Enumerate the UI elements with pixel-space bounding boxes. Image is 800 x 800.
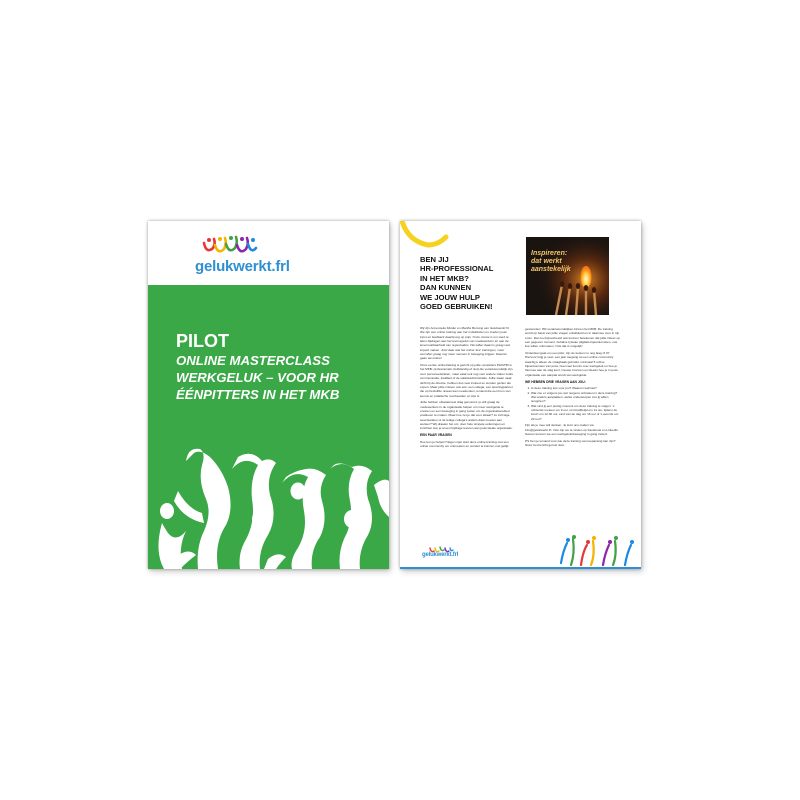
section-heading: EEN PAAR VRAGEN: [420, 433, 452, 438]
matches-flame-icon: [526, 237, 609, 315]
cover-logo-text: gelukwerkt.frl: [195, 258, 290, 275]
brochure-cover: [148, 221, 389, 569]
cover-subtitle: ONLINE MASTERCLASS WERKGELUK – VOOR HR ÉÉNPITTERS IN HET MKB: [176, 353, 340, 402]
paragraph: Hoe kun je helpen? Eigen spel start deze online-training mét een online community om ontmoeten en contact te kunnen met gelijk-: [420, 439, 510, 449]
yellow-arc-decoration: [400, 221, 450, 251]
paragraph: Jullie hebben ofwelaal iets drag genoemd: je wilt graag de medewerkers in de organisatie helpen om meer werkgeluk te ervaren en een beweging in gang zetten om de organisatiecultuur positiever te maken. Maar hoe zet je dat voor elkaar? Je zult lage weerstanden of de ledige collega's anders daar moeten aan werken? Wij draaien het om: door hele simpele oefeningen en inzichten kun je al een bijdrage leveren aan jouw ideale organisatie.: [420, 400, 513, 431]
cover-logo-area: [148, 221, 389, 285]
cover-pilot-title: PILOT: [176, 331, 229, 351]
brochure-inside-page: [400, 221, 641, 569]
list-item: 2. Wat zou er volgens jou wel nergens onbreken in deze training? Wel anders aanpakken, welke onderwerpen zou jij willen terugzien?: [531, 391, 620, 404]
colorful-figures-illustration: [557, 533, 637, 567]
list-item: 1. Is deze training iets voor jou? Waarom wel/niet?: [531, 386, 620, 390]
dancing-figures-illustration: [148, 447, 389, 569]
intro-paragraph: Wij zijn Annemieke Mulder en Martha Bunsing van Gelukwerkt.frl. We zijn een online training aan het ontwikkelen en zoeken jouw input en feedback daarbij erg op prijs. Onze missie is om werk te laten bijdragen aan het levensgeluk van medewerkers én aan de levensvatbaarheid van organisaties. We willen daarom graag veel impact maken. Juist daar wat het online 'live' trainingen, meer vervullen graag nog meer mensen in beweging krijgen. Daarom gaan we online!: [420, 326, 511, 361]
people-logo-icon: [200, 235, 260, 257]
list-item: 3. Wat vind jij een prettig moment om deze training te volgen: 's ochtends meteen om 9 uur, rond koffietijd om 11 uur, tijdens de lunch om 12:30 uur, eind van de dag om 16 uur of 's avonds om 20 uur?: [531, 404, 620, 421]
section-heading: WE HEBBEN DRIE VRAGEN AAN JOU:: [525, 379, 586, 384]
candles-photo: [526, 237, 609, 315]
paragraph: Onze eerste onlinetraining is gericht op jullie: éénpitters P&O/HR in het MKB: professionals (zelfstandig of niet) die verantwoordelijk zijn voor personeelszaken, maar vaak ook nog voor andere zaken zoals communicatie, kwaliteit of de salarisadministratie. Jullie staan vaak dicht bij de directie, hebben dus veel invloed en worden gezien als expert. Maar jullie missen ook iets: een collega, een sparringpartner die op hetzelfde niveau kan meedenken, iemand die een bron van kennis en praktische voorbeelden en tips is.: [420, 363, 513, 398]
bottom-blue-line: [400, 567, 641, 570]
questions-list: [525, 386, 620, 421]
text-column-left: [420, 326, 513, 451]
paragraph: gestemden: HR-verantwoordelijken binnen het MKB. De training wordt op basis van jullie vragen ontwikkeld en in daarmee zeer in rijn erom. Dat zou bijvoorbeeld ook kunnen betekenen dat jullie inkoer op een gegeven moment, behalve fysieke (digitale bijeenkomsten, ook live willen ontmoeten. Ook dat is mogelijk!: [525, 327, 620, 349]
paragraph: PS Ken je iemand voor wie deze training van toepassing kan zijn? Stuur het bericht gerust door.: [525, 438, 616, 448]
inside-headline: BEN JIJ HR-PROFESSIONAL IN HET MKB? DAN KUNNEN WE JOUW HULP GOED GEBRUIKEN!: [420, 255, 494, 312]
text-column-right: [525, 327, 620, 450]
paragraph: Onderdeel gaat om een pilot, zijn de kosten nu nog laag: € 97. Hiervoor krijg je veel- een jaar toegang tot een online community waarbij je alleen de vraagbaak gebruikt, minimaal 5 online bijeenkomsten van jouw, heel veel kennis over werkgeluk en hoe je hiermee aan de slag kunt, nieuwe bronnen en ideeën hoe je in jouw organisatie een aanpak wordt van werkgeluk.: [525, 351, 618, 377]
photo-caption: Inspireren: dat werkt aanstekelijk: [531, 250, 571, 273]
inside-logo-text: gelukwerkt.frl: [422, 552, 459, 558]
paragraph: Fijn als je mee wilt denken. Je kunt ons mailen via info@gelukwerkt.frl. Ook zijn we te vinden op Facebook en LinkedIn. Samen kunnen we een werkgeluksbeweging in gang zetten!: [525, 423, 619, 437]
